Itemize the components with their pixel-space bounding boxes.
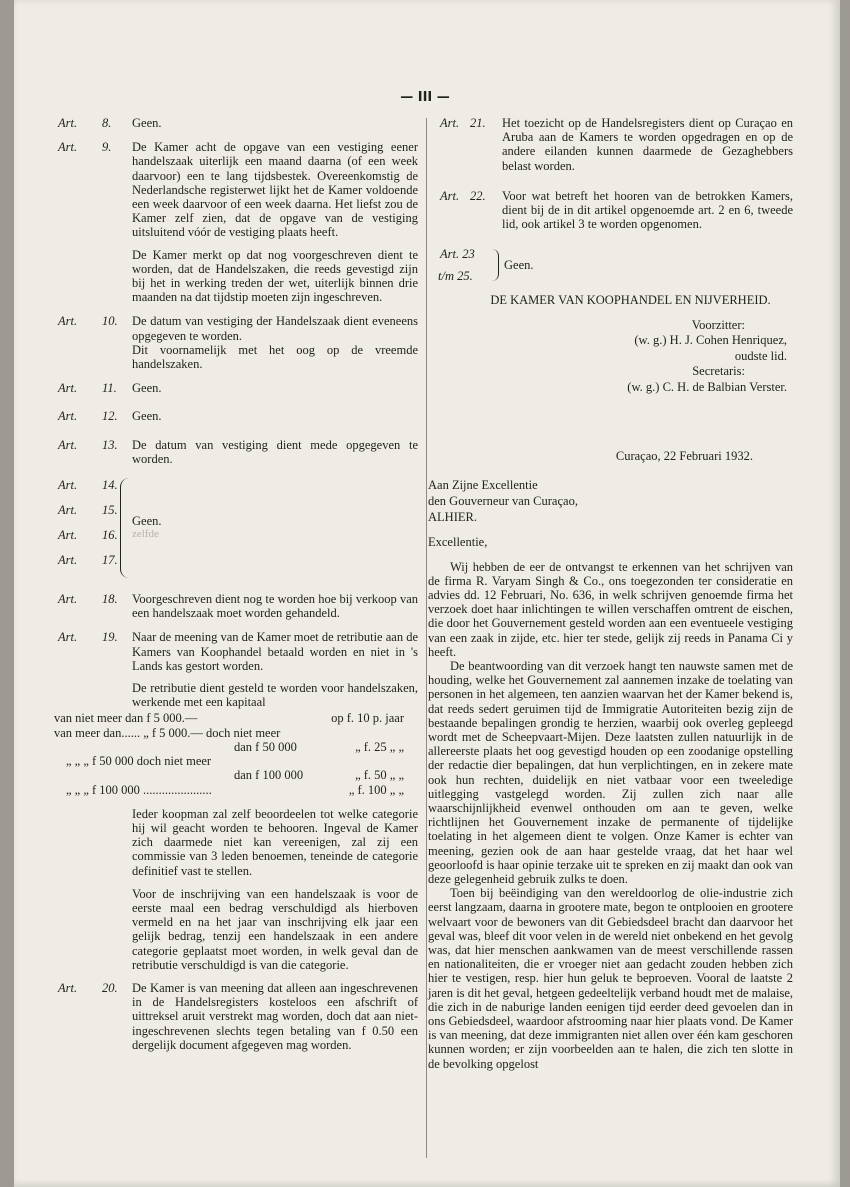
article-number: 15. bbox=[102, 503, 118, 518]
article-number: 21. bbox=[470, 116, 486, 130]
article-label: Art. bbox=[440, 116, 460, 130]
table-row bbox=[54, 740, 404, 754]
table-cell: „ f. 25 „ „ bbox=[355, 739, 404, 754]
article-label: Art. bbox=[58, 116, 78, 130]
table-cell: op f. 10 p. jaar bbox=[331, 711, 404, 726]
table-row bbox=[54, 711, 404, 725]
article-18 bbox=[58, 592, 418, 620]
article-text: De datum van vestiging dient mede opgegeven te worden. bbox=[132, 437, 418, 466]
left-column bbox=[54, 116, 418, 1062]
article-number: 8. bbox=[102, 116, 112, 130]
article-label: Art. bbox=[58, 381, 78, 396]
article-12 bbox=[58, 409, 418, 423]
chair-role: oudste lid. bbox=[734, 348, 787, 363]
table-cell: „ „ „ f 50 000 doch niet meer bbox=[66, 754, 212, 769]
letter-paragraph: De beantwoording van dit verzoek hangt ten nauwste samen met de houding, welke het Gouvernement zal aannemen inzake de toelating van personen in het algemeen, ten aanzien waarvan het der Kamer bekend is, dat reeds sedert geruimen tijd de Immigratie Autoriteiten bezig zijn de bestaande bepalingen grondig te herzien, waarbij ook overleg gepleegd wordt met de Scheepvaart-Mijen. Deze laatsten zullen natuurlijk in de allereerste plaats het oog gevestigd houden op een zoodanige opstelling der redactie dier bepalingen, dat hun verplichtingen, en in zekere mate ook hun rechten, duidelijk en niet vatbaar voor een tweeledige uitlegging vastgelegd worden. Zij zullen zich naar alle waarschijnlijkheid evenwel onthouden om aan te geven, welke richtlijnen het Gouvernement inzake de permanente of tijdelijke toelating in het algemeen dient te volgen. Onze Kamer is echter van meening, gezien ook de aan haar gestelde vraag, dat het haar wel geoorloofd is haar opinie terzake uit te spreken en zij maakt dan ook van deze gelegenheid gebruik zulks te doen. bbox=[428, 658, 793, 886]
article-text: Geen. bbox=[132, 409, 162, 424]
article-label: Art. bbox=[58, 592, 78, 607]
article-text: De Kamer is van meening dat alleen aan ingeschrevenen in de Handelsregisters kosteloos een afschrift of uittreksel aruit verstrekt mag worden, doch dat aan niet-ingeschrevenen slechts tegen betaling van f 0.50 een dergelijk document afgegeven mag worden. bbox=[132, 980, 418, 1052]
chair-label: Voorzitter: bbox=[691, 317, 745, 332]
articles-14-17 bbox=[58, 478, 418, 582]
group-brace bbox=[120, 478, 129, 578]
article-label: Art. bbox=[58, 503, 78, 518]
article-label: Art. 23 bbox=[440, 247, 475, 262]
article-text: Geen. bbox=[504, 258, 534, 273]
article-text: Voorgeschreven dient nog te worden hoe bij verkoop van een handelszaak moet worden gehandeld. bbox=[132, 592, 418, 621]
table-row bbox=[54, 754, 404, 768]
article-number: 18. bbox=[102, 592, 118, 607]
article-20 bbox=[58, 981, 418, 1052]
column-divider bbox=[426, 118, 427, 1158]
faded-text: zelfde bbox=[132, 528, 159, 541]
article-label: Art. bbox=[58, 630, 78, 645]
article-label: Art. bbox=[58, 437, 78, 452]
article-9 bbox=[58, 140, 418, 304]
secretary-label: Secretaris: bbox=[692, 364, 745, 379]
articles-23-25 bbox=[428, 247, 793, 287]
article-text: Geen. bbox=[132, 381, 162, 396]
article-paragraph: De datum van vestiging der Handelszaak dient eveneens opgegeven te worden. bbox=[132, 314, 418, 343]
article-number: 14. bbox=[102, 478, 118, 493]
address-line: den Gouverneur van Curaçao, bbox=[428, 494, 578, 509]
article-number: 16. bbox=[102, 528, 118, 543]
table-row bbox=[54, 768, 404, 782]
article-19 bbox=[58, 630, 418, 709]
right-column bbox=[428, 116, 793, 1071]
article-number: 19. bbox=[102, 630, 118, 645]
address-line: Aan Zijne Excellentie bbox=[428, 478, 538, 493]
article-label: Art. bbox=[58, 140, 78, 155]
article-label: Art. bbox=[58, 314, 78, 329]
address-line: ALHIER. bbox=[428, 510, 477, 525]
article-10 bbox=[58, 314, 418, 371]
article-paragraph: De Kamer acht de opgave van een vestiging eener handelszaak uiterlijk een maand daarna (of een week daarvoor) een te lang tijdsbestek. Overeenkomstig de Nederlandsche registerwet lijkt het de Kamer voldoende een week daarvoor of een week daarna. Het liefst zou de Kamer zelf zien, dat de opgave van de vestiging uitsluitend vóór de vestiging plaats heeft. bbox=[132, 140, 418, 240]
salutation: Excellentie, bbox=[428, 535, 488, 550]
article-number: 11. bbox=[102, 381, 117, 396]
article-22 bbox=[428, 189, 793, 232]
article-label: Art. bbox=[440, 188, 460, 203]
article-number: 17. bbox=[102, 553, 118, 568]
letter-paragraph: Toen bij beëindiging van den wereldoorlog de olie-industrie zich eerst langzaam, daarna in grootere mate, begon te ontplooien en grootere welvaart voor de bewoners van dit Gebiedsdeel bracht dan daarvoor het geval was, bleef dit voor velen in de wereld niet onbekend en het gevolg was, dat hier menschen aankwamen van de meest verschillende rassen en nationaliteiten, die er vroeger niet aan gedacht zouden hebben zich hier te vestigen, resp. hier hun geluk te beproeven. Vooral de laatste 2 jaren is dit het geval, hetgeen gedeeltelijk verband houdt met de malaise, die zich in de naburige landen eenigen tijd eerder deed gevoelen dan in ons Gebiedsdeel, waardoor afstrooming naar hier plaats vond. De Kamer is van meening, dat deze immigranten niet allen over één kam geschoren kunnen worden; er zijn voorbeelden aan te halen, die zich ten slotte in de bevolking opgelost bbox=[428, 886, 793, 1071]
table-row bbox=[54, 726, 404, 740]
article-label: Art. bbox=[58, 478, 78, 493]
article-number: 20. bbox=[102, 980, 118, 995]
letter-date: Curaçao, 22 Februari 1932. bbox=[615, 449, 753, 464]
article-number: 10. bbox=[102, 314, 118, 329]
article-label: Art. bbox=[58, 980, 78, 995]
article-21 bbox=[428, 116, 793, 173]
article-number: 9. bbox=[102, 140, 112, 155]
table-cell: dan f 100 000 bbox=[234, 768, 304, 783]
article-number: 12. bbox=[102, 409, 118, 424]
article-paragraph: De retributie dient gesteld te worden voor handelszaken, werkende met een kapitaal bbox=[132, 681, 418, 710]
article-paragraph: De Kamer merkt op dat nog voorgeschreven dient te worden, dat de Handelszaken, die reeds gevestigd zijn bij het in werking treden der wet, uiterlijk binnen drie maanden na dat tijdstip moeten zijn ingeschreven. bbox=[132, 247, 418, 305]
article-8 bbox=[58, 116, 418, 130]
article-label: Art. bbox=[58, 528, 78, 543]
table-cell: „ f. 50 „ „ bbox=[355, 768, 404, 783]
table-cell bbox=[325, 726, 404, 740]
letter-paragraph: Wij hebben de eer de ontvangst te erkennen van het schrijven van de firma R. Varyam Singh & Co., ons toegezonden ter consideratie en advies dd. 12 Februari, No. 636, in welk schrijven genoemde firma het verzoek doet haar inlichtingen te willen verschaffen omtrent de eischen, die door het Gouvernement gesteld worden aan een eventueele vestiging van een zaak in zijde, etc. hier ter stede, gelijk zij reeds in Panama Ci y heeft. bbox=[428, 559, 793, 659]
article-13 bbox=[58, 438, 418, 466]
page-number: — III — bbox=[400, 90, 450, 105]
article-text: Het toezicht op de Handelsregisters dient op Curaçao en Aruba aan de Kamers te worden opgedragen en op de andere eilanden kunnen daarmede de Gezaghebbers belast worden. bbox=[502, 116, 793, 173]
article-label: Art. bbox=[58, 553, 78, 568]
table-cell: „ f. 100 „ „ bbox=[348, 782, 404, 797]
table-cell: van niet meer dan f 5 000.— bbox=[54, 711, 198, 726]
letter-body bbox=[428, 560, 793, 1071]
article-11 bbox=[58, 381, 418, 395]
article-number: 22. bbox=[470, 188, 486, 203]
article-number: 13. bbox=[102, 437, 118, 452]
table-cell: van meer dan...... „ f 5 000.— doch niet meer bbox=[54, 725, 281, 740]
table-row bbox=[54, 783, 404, 797]
tariff-table bbox=[54, 711, 404, 796]
table-cell: dan f 50 000 bbox=[234, 739, 297, 754]
article-text: Geen. bbox=[132, 116, 162, 130]
article-text: Geen. bbox=[132, 514, 162, 529]
organisation-name: DE KAMER VAN KOOPHANDEL EN NIJVERHEID. bbox=[490, 293, 771, 308]
article-label: Art. bbox=[58, 409, 78, 424]
chair-signature: (w. g.) H. J. Cohen Henriquez, bbox=[634, 333, 787, 348]
article-text: Voor wat betreft het hooren van de betrokken Kamers, dient bij de in dit artikel opgenoemde art. 2 en 6, tweede lid, ook artikel 3 te worden opgenomen. bbox=[502, 188, 793, 232]
article-label: t/m 25. bbox=[438, 269, 473, 284]
article-paragraph: Dit voornamelijk met het oog op de vreemde handelszaken. bbox=[132, 342, 418, 372]
secretary-signature: (w. g.) C. H. de Balbian Verster. bbox=[627, 379, 787, 394]
group-brace bbox=[492, 249, 499, 281]
article-paragraph: Naar de meening van de Kamer moet de retributie aan de Kamers van Koophandel betaald worden en niet in 's Lands kas gestort worden. bbox=[132, 630, 418, 673]
paragraph: Voor de inschrijving van een handelszaak is voor de eerste maal een bedrag verschuldigd als hierboven vermeld en na het jaar van inschrijving elk jaar een gelijk bedrag, tenzij een handelszaak in een andere categorie geplaatst moet worden, in welk geval dan de retributie verschuldigd is van die categorie. bbox=[132, 886, 418, 972]
paragraph: Ieder koopman zal zelf beoordeelen tot welke categorie hij wil geacht worden te behooren. Ingeval de Kamer zich daarmede niet kan vereenigen, zal zij een commissie van 3 leden benoemen, teneinde de categorie definitief vast te stellen. bbox=[132, 806, 418, 878]
table-cell: „ „ „ f 100 000 ...................... bbox=[66, 782, 212, 797]
table-cell bbox=[325, 754, 404, 768]
